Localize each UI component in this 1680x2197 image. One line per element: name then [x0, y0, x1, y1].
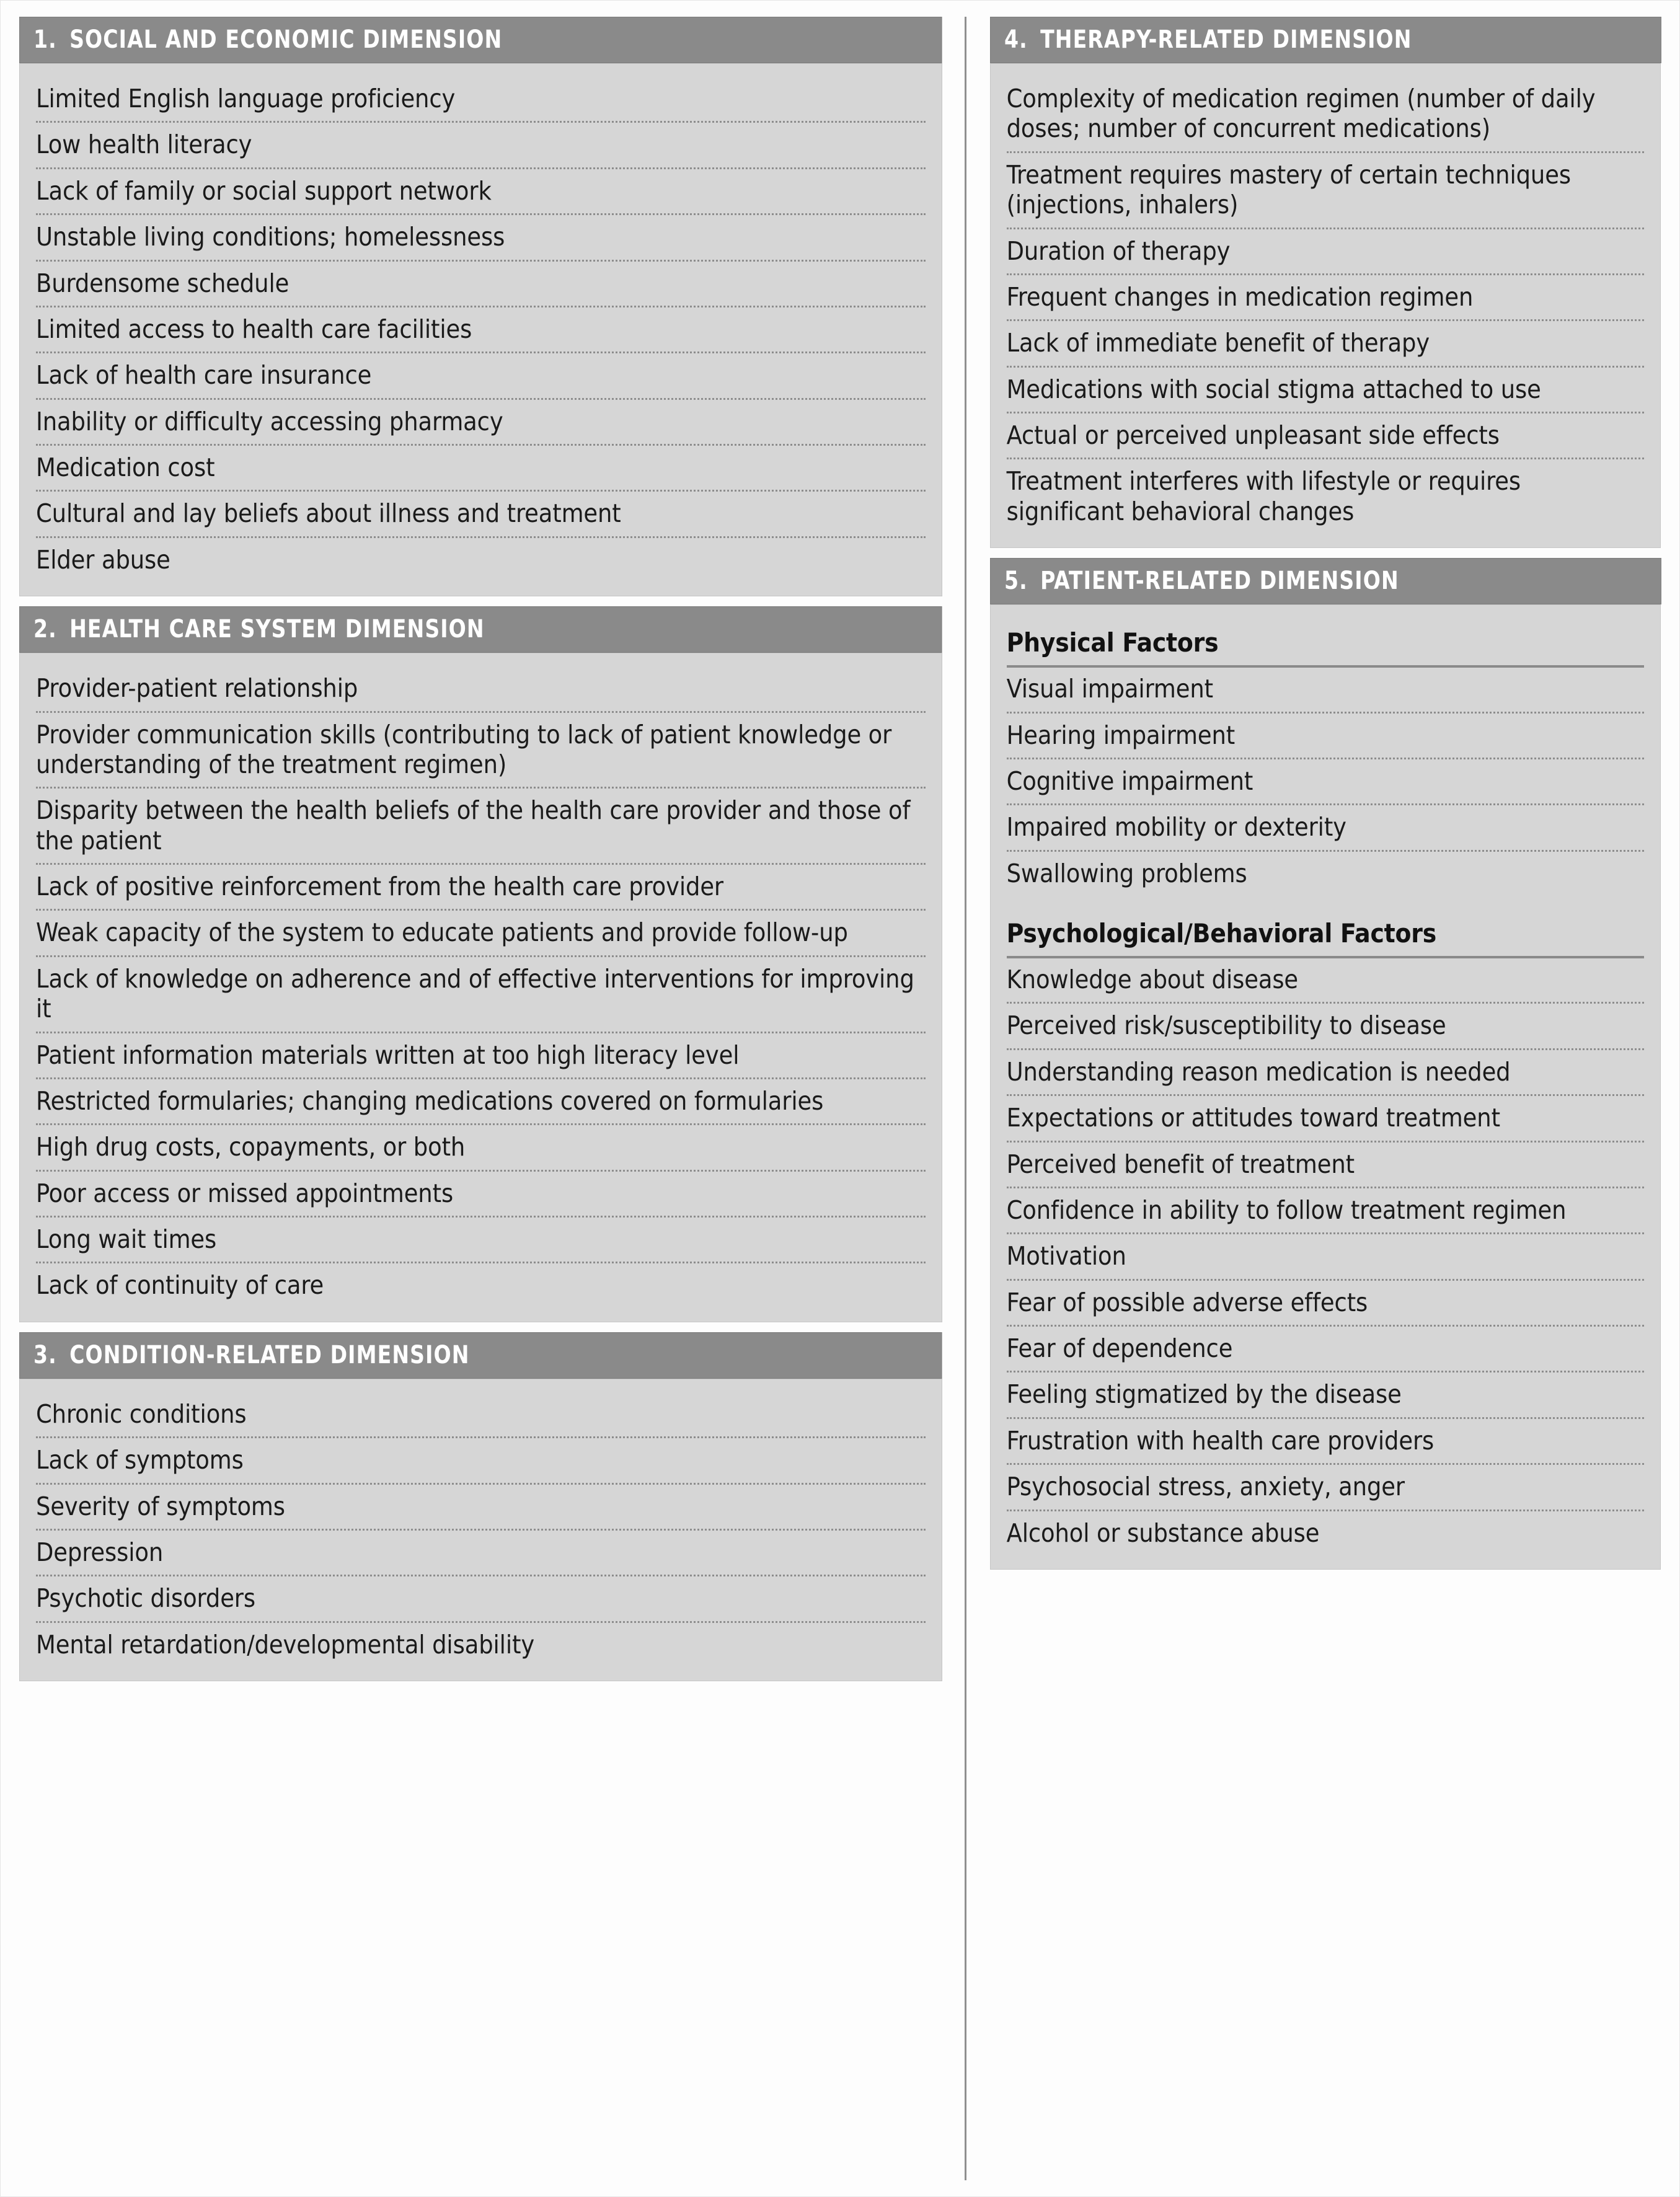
section-condition-related-dimension [19, 1332, 942, 1681]
list-item: Disparity between the health beliefs of the health care provider and those of the patient [36, 787, 926, 863]
list-item: Understanding reason medication is needed [1007, 1048, 1644, 1094]
section-number-2: 2. [33, 615, 57, 644]
list-item: Restricted formularies; changing medications covered on formularies [36, 1077, 926, 1123]
list-item: Patient information materials written at too high literacy level [36, 1032, 926, 1077]
list-item: Swallowing problems [1007, 850, 1644, 896]
list-item: Lack of health care insurance [36, 351, 926, 397]
list-item: Unstable living conditions; homelessness [36, 213, 926, 259]
list-item: Actual or perceived unpleasant side effects [1007, 412, 1644, 458]
column-divider [965, 17, 966, 2180]
section-header-1 [19, 17, 942, 63]
section-body-5 [990, 604, 1661, 1570]
list-item: Provider-patient relationship [36, 673, 358, 704]
list-item: Frequent changes in medication regimen [1007, 273, 1644, 319]
list-item: Psychosocial stress, anxiety, anger [1007, 1463, 1644, 1509]
list-item: Medications with social stigma attached to use [1007, 366, 1644, 412]
list-item: Treatment requires mastery of certain techniques (injections, inhalers) [1007, 151, 1644, 228]
section-number-5: 5. [1004, 567, 1028, 596]
list-item: Lack of positive reinforcement from the health care provider [36, 863, 926, 909]
subheading-physical-factors: Physical Factors [1007, 621, 1644, 668]
list-item: Poor access or missed appointments [36, 1170, 926, 1216]
list-item: Alcohol or substance abuse [1007, 1510, 1644, 1555]
list-item: Perceived risk/susceptibility to disease [1007, 1002, 1644, 1048]
list-item: Medication cost [36, 444, 926, 490]
list-item: Provider communication skills (contributing to lack of patient knowledge or understanding of the treatment regimen) [36, 711, 926, 787]
section-health-care-system-dimension [19, 606, 942, 1322]
right-column [990, 17, 1661, 2180]
list-item: Feeling stigmatized by the disease [1007, 1371, 1644, 1417]
list-item: Fear of dependence [1007, 1325, 1644, 1371]
list-item: Duration of therapy [1007, 228, 1644, 273]
section-therapy-related-dimension [990, 17, 1661, 548]
subheading-psychological-behavioral-factors: Psychological/Behavioral Factors [1007, 912, 1644, 958]
list-item: Chronic conditions [36, 1399, 247, 1429]
section-number-1: 1. [33, 25, 57, 54]
section-header-2 [19, 606, 942, 653]
list-item: Depression [36, 1529, 926, 1575]
list-item: Motivation [1007, 1232, 1644, 1278]
section-header-5 [990, 558, 1661, 604]
list-item: Expectations or attitudes toward treatment [1007, 1094, 1644, 1140]
list-item: Hearing impairment [1007, 712, 1644, 758]
list-item: Low health literacy [36, 121, 926, 167]
list-item: Confidence in ability to follow treatment regimen [1007, 1187, 1644, 1232]
list-item: Treatment interferes with lifestyle or requires significant behavioral changes [1007, 458, 1644, 534]
list-item: Lack of continuity of care [36, 1262, 926, 1307]
list-item: Visual impairment [1006, 674, 1213, 704]
section-social-and-economic-dimension [19, 17, 942, 596]
section-body-1 [19, 63, 942, 596]
list-item: Fear of possible adverse effects [1007, 1279, 1644, 1325]
section-header-4 [990, 17, 1661, 63]
list-item: Frustration with health care providers [1007, 1417, 1644, 1463]
section-number-4: 4. [1004, 25, 1028, 54]
list-item: Impaired mobility or dexterity [1007, 803, 1644, 849]
left-column [19, 17, 942, 2180]
subgroup-psychological-behavioral-factors [1007, 912, 1644, 1555]
section-title-5: PATIENT-RELATED DIMENSION [1040, 567, 1399, 596]
section-header-3 [19, 1332, 942, 1379]
list-item: Lack of family or social support network [36, 167, 926, 213]
list-item: Burdensome schedule [36, 260, 926, 306]
list-item: Limited English language proficiency [36, 84, 456, 113]
list-item: Mental retardation/developmental disability [36, 1621, 926, 1667]
section-title-2: HEALTH CARE SYSTEM DIMENSION [69, 615, 485, 644]
list-item: Cultural and lay beliefs about illness and treatment [36, 490, 926, 536]
section-number-3: 3. [33, 1340, 57, 1369]
list-item: Inability or difficulty accessing pharmacy [36, 398, 926, 444]
section-body-3 [19, 1379, 942, 1681]
section-body-2 [19, 653, 942, 1322]
section-title-4: THERAPY-RELATED DIMENSION [1040, 25, 1412, 54]
list-item: Complexity of medication regimen (number of daily doses; number of concurrent medications) [1006, 84, 1596, 144]
list-item: Knowledge about disease [1006, 965, 1299, 994]
section-title-3: CONDITION-RELATED DIMENSION [69, 1340, 470, 1369]
list-item: Psychotic disorders [36, 1575, 926, 1620]
subgroup-physical-factors [1007, 621, 1644, 896]
list-item: Lack of immediate benefit of therapy [1007, 319, 1644, 365]
list-item: Weak capacity of the system to educate patients and provide follow-up [36, 909, 926, 955]
list-item: Severity of symptoms [36, 1483, 926, 1529]
list-item: High drug costs, copayments, or both [36, 1123, 926, 1169]
list-item: Cognitive impairment [1007, 758, 1644, 803]
list-item: Perceived benefit of treatment [1007, 1141, 1644, 1187]
list-item: Elder abuse [36, 536, 926, 582]
section-title-1: SOCIAL AND ECONOMIC DIMENSION [69, 25, 503, 54]
list-item: Long wait times [36, 1216, 926, 1262]
section-body-4 [990, 63, 1661, 548]
list-item: Lack of knowledge on adherence and of effective interventions for improving it [36, 955, 926, 1032]
list-item: Limited access to health care facilities [36, 306, 926, 351]
list-item: Lack of symptoms [36, 1436, 926, 1482]
section-patient-related-dimension [990, 558, 1661, 1570]
